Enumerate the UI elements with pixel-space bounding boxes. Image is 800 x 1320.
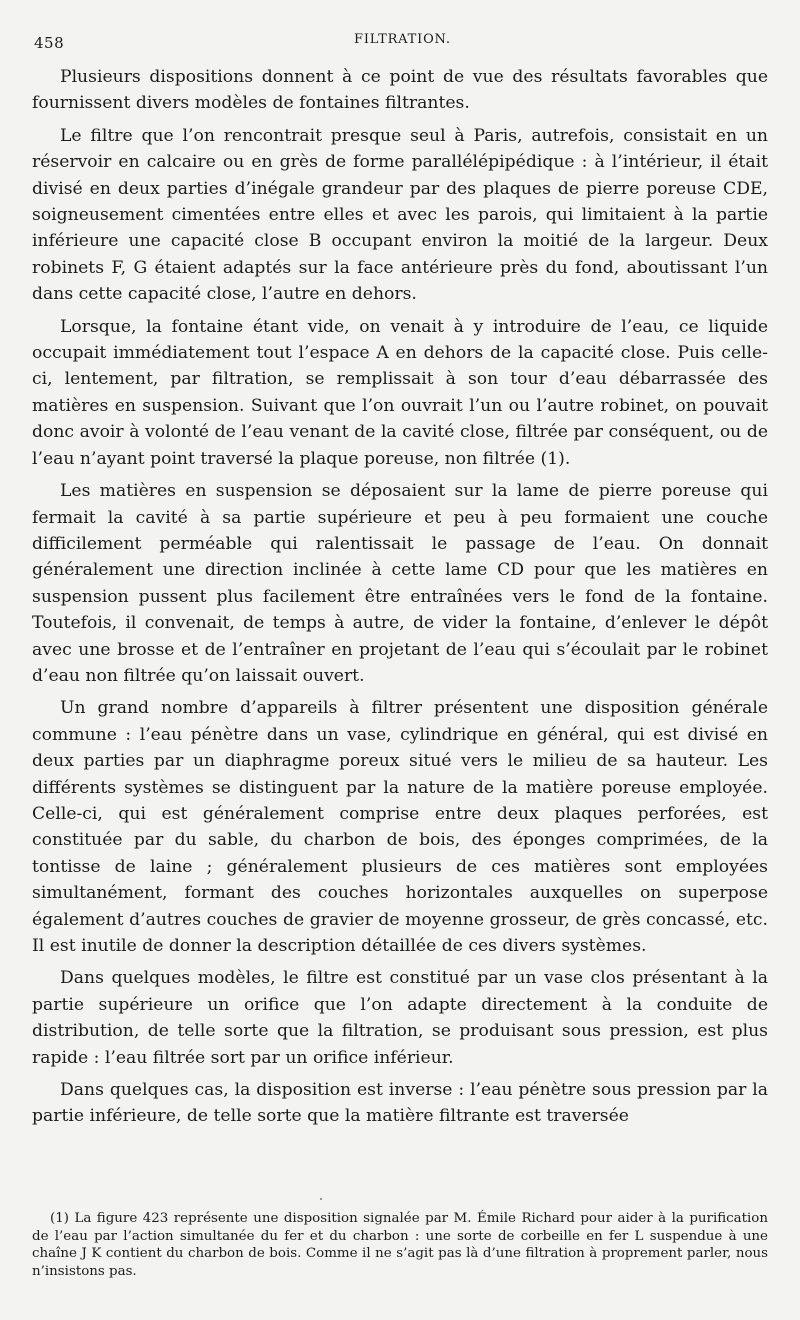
footnote: (1) La figure 423 représente une disposition signalée par M. Émile Richard pour aider à la purification de l’eau par l’action simultanée du fer et du charbon : une sorte de corbeille en fer L suspendue à une chaîne J K contient du charbon de bois. Comme il ne s’agit pas là d’une filtration à proprement parler, nous n’insistons pas. [32, 1211, 768, 1279]
paragraph: Dans quelques modèles, le filtre est constitué par un vase clos présentant à la partie supérieure un orifice que l’on adapte directement à la conduite de distribution, de telle sorte que la filtration, se produisant sous pression, est plus rapide : l’eau filtrée sort par un orifice inférieur. [32, 968, 768, 1068]
paragraph: Un grand nombre d’appareils à filtrer présentent une disposition générale commune : l’eau pénètre dans un vase, cylindrique en général, qui est divisé en deux parties par un diaphragme poreux situé vers le milieu de sa hauteur. Les différents systèmes se distinguent par la nature de la matière poreuse employée. Celle-ci, qui est généralement comprise entre deux plaques perforées, est constituée par du sable, du charbon de bois, des éponges comprimées, de la tontisse de laine ; généralement plusieurs de ces matières sont employées simultanément, formant des couches horizontales auxquelles on superpose également d’autres couches de gravier de moyenne grosseur, de grès concassé, etc. Il est inutile de donner la description détaillée de ces divers systèmes. [32, 698, 768, 956]
running-title: FILTRATION. [354, 32, 451, 47]
paragraph: Le filtre que l’on rencontrait presque seul à Paris, autrefois, consistait en un réservoir en calcaire ou en grès de forme parallélépipédique : à l’intérieur, il était divisé en deux parties d’inégale grandeur par des plaques de pierre poreuse CDE, soigneusement cimentées entre elles et avec les parois, qui limitaient à la partie inférieure une capacité close B occupant environ la moitié de la largeur. Deux robinets F, G étaient adaptés sur la face antérieure près du fond, aboutissant l’un dans cette capacité close, l’autre en dehors. [32, 125, 768, 305]
paragraph: Dans quelques cas, la disposition est inverse : l’eau pénètre sous pression par la partie inférieure, de telle sorte que la matière filtrante est traversée [32, 1080, 768, 1127]
page-number: 458 [34, 34, 65, 52]
paragraph: Lorsque, la fontaine étant vide, on venait à y introduire de l’eau, ce liquide occupait immédiatement tout l’espace A en dehors de la capacité close. Puis celle-ci, lentement, par filtration, se remplissait à son tour d’eau débarrassée des matières en suspension. Suivant que l’on ouvrait l’un ou l’autre robinet, on pouvait donc avoir à volonté de l’eau venant de la cavité close, filtrée par conséquent, ou de l’eau n’ayant point traversé la plaque poreuse, non filtrée (1). [32, 316, 768, 469]
body-text [32, 64, 768, 1136]
page-header [32, 28, 768, 56]
paragraph: Les matières en suspension se déposaient sur la lame de pierre poreuse qui fermait la cavité à sa partie supérieure et peu à peu formaient une couche difficilement perméable qui ralentissait le passage de l’eau. On donnait généralement une direction inclinée à cette lame CD pour que les matières en suspension pussent plus facilement être entraînées vers le fond de la fontaine. Toutefois, il convenait, de temps à autre, de vider la fontaine, d’enlever le dépôt avec une brosse et de l’entraîner en projetant de l’eau qui s’écoulait par le robinet d’eau non filtrée qu’on laissait ouvert. [32, 481, 768, 686]
footnote-separator [320, 1198, 322, 1200]
paragraph: Plusieurs dispositions donnent à ce point de vue des résultats favorables que fournissent divers modèles de fontaines filtrantes. [32, 67, 768, 114]
